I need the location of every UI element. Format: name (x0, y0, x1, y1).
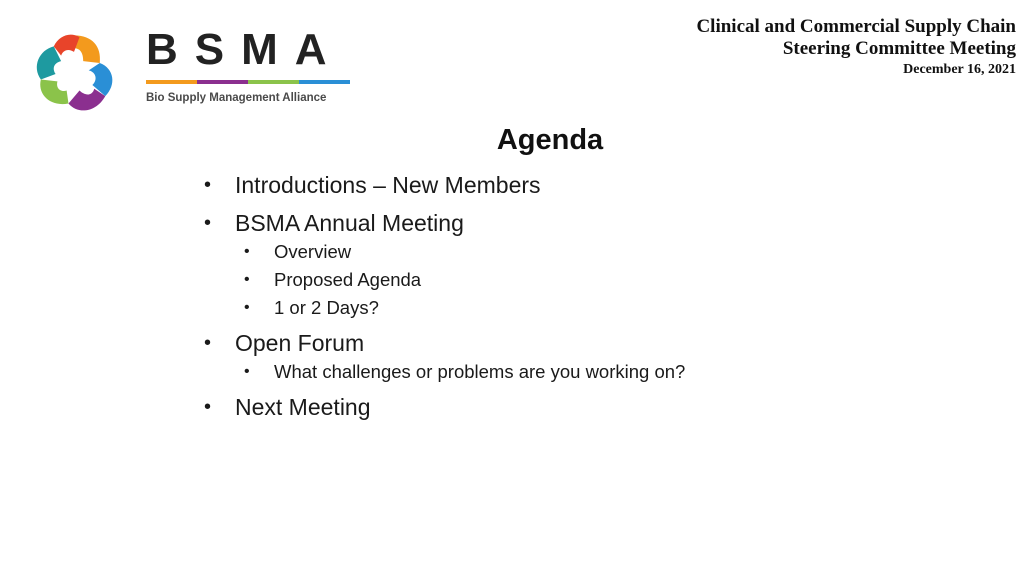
bsma-logo-icon (28, 28, 120, 120)
agenda-item-next-meeting (204, 392, 685, 422)
logo-tagline: Bio Supply Management Alliance (146, 92, 327, 104)
sub-item-text: Proposed Agenda (274, 269, 422, 290)
header-line-2: Steering Committee Meeting (782, 38, 1016, 59)
sub-item-text: 1 or 2 Days? (274, 297, 379, 318)
bullet-icon: • (244, 243, 250, 260)
sub-item (204, 240, 685, 264)
sub-item-text: Overview (274, 241, 352, 262)
bullet-icon: • (204, 332, 212, 354)
agenda-item-text: Next Meeting (235, 394, 371, 420)
agenda-item-open-forum (204, 328, 685, 384)
bullet-icon: • (204, 212, 212, 234)
sub-item (204, 296, 685, 320)
sub-item (204, 360, 685, 384)
logo-color-bar (146, 80, 350, 84)
agenda-list (204, 170, 685, 430)
agenda-item-introductions (204, 170, 685, 200)
header-line-1: Clinical and Commercial Supply Chain (696, 16, 1016, 37)
bullet-icon: • (244, 299, 250, 316)
annual-meeting-subitems (204, 240, 685, 320)
meeting-header (696, 16, 1016, 80)
sub-item-text: What challenges or problems are you working on? (274, 361, 686, 382)
logo-wordmark: BSMA (146, 25, 344, 74)
slide-title: Agenda (496, 124, 604, 156)
bullet-icon: • (204, 174, 212, 196)
bullet-icon: • (244, 363, 250, 380)
open-forum-subitems (204, 360, 685, 384)
agenda-item-text: Introductions – New Members (235, 172, 541, 198)
sub-item (204, 268, 685, 292)
agenda-item-text: BSMA Annual Meeting (235, 210, 464, 236)
bullet-icon: • (244, 271, 250, 288)
bullet-icon: • (204, 396, 212, 418)
header-date: December 16, 2021 (903, 62, 1016, 77)
agenda-item-text: Open Forum (235, 330, 365, 356)
agenda-item-annual-meeting (204, 208, 685, 320)
